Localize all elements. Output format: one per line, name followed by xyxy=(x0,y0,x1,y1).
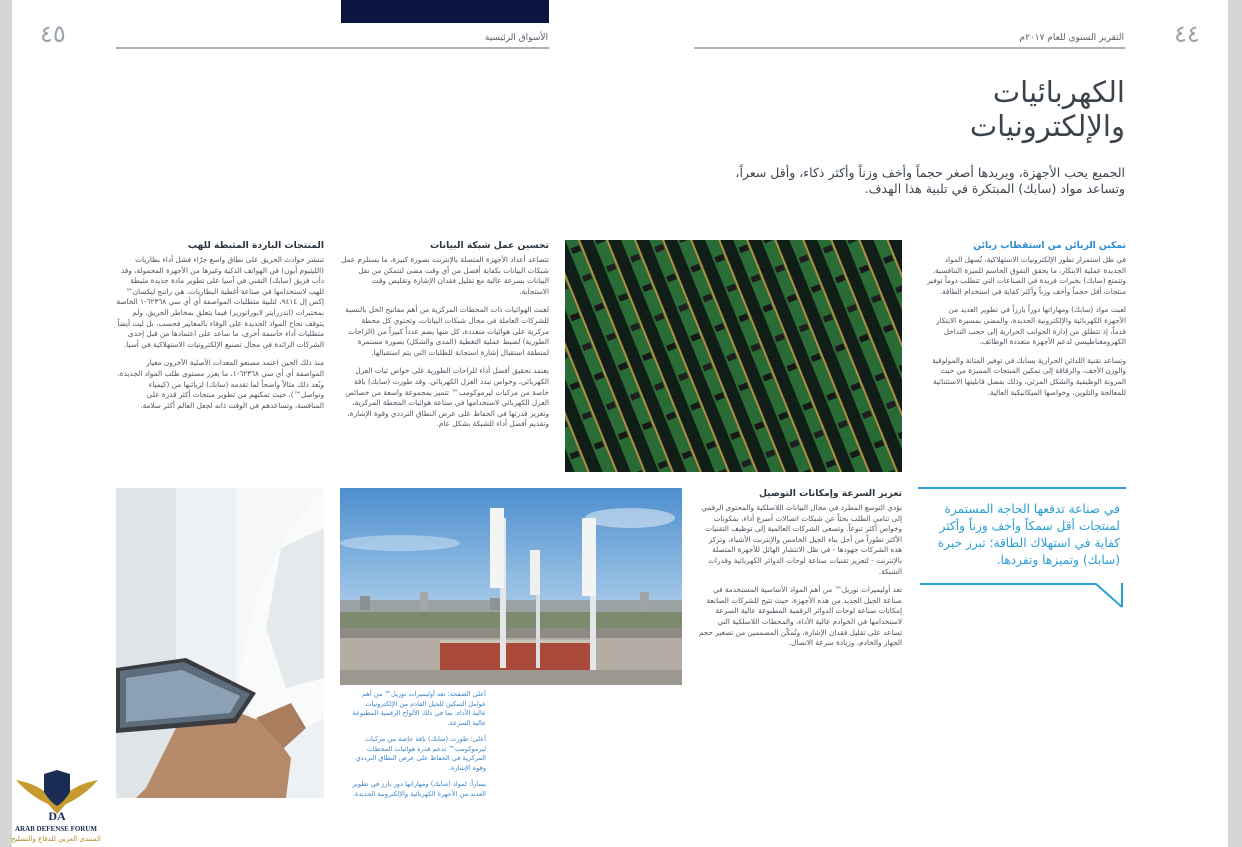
antenna-rooftop-photo xyxy=(340,488,682,685)
paragraph: تنتشر حوادث الحريق على نطاق واسع جرّاء فشل أداء بطاريات (الليثيوم أيون) في الهواتف الذكية وغيرها من الأجهزة المحمولة، وقد دأب فريق (سابك) التقني في آسيا على تطوير مادة جديدة مثبطة للهب لاستخدامها في صناعة أغطية البطاريات، هي راتنج ليكسان™ إكس إل ٩٤١٤، لتلبية متطلبات المواصفة أي أي سي ٦٢٣٦٨-١ الخاصة بمختبرات (اندررايتر لابوراتوريز) فيما يتعلق بمخاطر الحريق. ولم يتوقف نجاح المواد الجديدة على الوفاء بالمعايير فحسب، بل ليت أيضاً متطلبات أداء حاسمة أخرى، ما ساعد على اعتمادها من قبل إحدى الشركات الرائدة في مجال تصنيع الإلكترونيات الاستهلاكية في آسيا. xyxy=(116,255,324,349)
paragraph: يؤدي التوسع المطرد في مجال البيانات اللاسلكية والمحتوى الرقمي إلى تنامي الطلب بحثاً عن شبكات اتصالات أسرع أداء، بمكونات وخواص أكثر تنوعاً. وتسعى الشركات العالمية إلى توظيف التقنيات الأكثر تطوراً من أجل بناء الجيل الخامس والإنترنت الأشياء، وتركز هذه الشركات جهودها - في ظل الانتشار الهائل للأجهزة المتصلة بالإنترنت - لتعزيز تقنيات صناعة لوحات الدوائر الكهربائية وقدرات الشبكة. xyxy=(701,503,902,576)
left-section-label: الأسواق الرئيسية xyxy=(484,33,548,43)
logo-name-arabic: المنتدى العربي للدفاع والتسليح xyxy=(11,835,101,843)
paragraph: تتصاعد أعداد الأجهزة المتصلة بالإنترنت بصورة كبيرة، ما يستلزم عمل شبكات البيانات بكفاية أفضل من أي وقت مضى لتتمكن من نقل البيانات بسرعة عالية مع تقليل فقدان الإشارة وتقليص وقت الاستجابة. xyxy=(341,255,549,296)
logo-name-english: ARAB DEFENSE FORUM xyxy=(14,825,98,833)
circuit-boards-photo xyxy=(565,240,902,472)
paragraph: منذ ذلك الحين اعتمد مصنعو المعدات الأصلية الآخرون معيار المواصفة أي أي سي ٦٢٣٦٨-١، ما يعزز مستوى طلب المواد الجديدة، ويُعد ذلك مثالاً واضحاً لما تقدمه (سابك) لزبائنها من (كيمياء وتواصل™)، حيث تمكنهم من تطوير منتجات أكثر قدرة على المنافسة، وتساعدهم في الوقت ذاته لجعل العالم أكثر سلامة. xyxy=(117,358,324,410)
pull-quote xyxy=(918,487,1126,609)
caption: يساراً: لمواد (سابك) ومهاراتها دور بارز في تطوير العديد من الأجهزة الكهربائية والإلكترونية الجديدة. xyxy=(352,780,486,798)
paragraph: وتساعد تقنية اللدائن الحرارية بسابك في توفير المتانة والمولوقية والوزن الأخف، والرقاقة إلى تمكين المنتجات المميزة من حيث المرونة الوظيفية والشكل المرئي، وذلك بفضل قابليتها الاستثنائية للمعالجة والتلوين، وخواصها الميكانيكية العالية. xyxy=(932,355,1126,397)
section-empower xyxy=(926,240,1126,406)
lead-paragraph: الجميع يحب الأجهزة، ويريدها أصغر حجماً وأخف وزناً وأكثر ذكاء، وأقل سعراً، وتساعد مواد (سابك) المبتكرة في تلبية هذا الهدف. xyxy=(735,165,1125,196)
section-heading: تمكين الزبائن من استقطاب زبائن xyxy=(973,240,1126,251)
arab-defense-forum-watermark xyxy=(0,770,112,847)
title-line-2: والإلكترونيات xyxy=(969,109,1125,143)
quote-top-rule xyxy=(918,487,1126,489)
right-section-label: التقرير السنوي للعام ٢٠١٧م xyxy=(1019,33,1124,43)
paragraph: في ظل استمرار تطور الإلكترونيات الاستهلاكية، تُسهل المواد الجديدة عملية الابتكار، ما يحقق التفوق الحاسم للميزة التنافسية. وتتمتع (سابك) بخبرات فريدة في الصناعات التي تتطلب دوماً توفير منتجات أقل حجماً وأخف وزناً وأكثر كفاية في استخدام الطاقة. xyxy=(927,255,1126,296)
section-heading: تعزيز السرعة وإمكانات التوصيل xyxy=(758,488,902,499)
right-header-rule xyxy=(694,47,1125,49)
paragraph: يعتمد تحقيق أفضل أداء للزاحات الطورية على خواص ثبات العزل الكهربائي، وخواص تبدد العزل الكهربائي. وقد طورت (سابك) باقة خاصة من مركبات ليرموكومب™ تتميز بمجموعة واسعة من خصائص العزل الكهربائي لاستخدامها في صناعة هوائيات المحطة المركزية، وتعزيز قدرتها في الحفاظ على عرض النطاق الترددي وقوة الإشارة، وتقديم أفضل أداء للشبكة بشكل عام. xyxy=(345,366,549,429)
logo-abbr: DA xyxy=(48,809,66,823)
right-page-number: ٤٤ xyxy=(1174,20,1200,48)
tablet-hands-photo xyxy=(116,488,324,798)
top-color-band xyxy=(341,0,549,23)
section-heading: المنتجات الباردة المثبطة للهب xyxy=(187,240,324,251)
section-cold xyxy=(116,240,324,419)
paragraph: تعد أوليميرات نوريل™ من أهم المواد الأساسية المستخدمة في صناعة الجيل الجديد من هذه الأجهزة، حيث تتيح للشركات الصانعة إمكانات صناعة لوحات الدوائر الرقمية المطبوعة عالية السرعة لاستخدامها في الخوادم عالية الأداء، والمحطات اللاسلكية التي تساعد على تقليل فقدان الإشارة، وتُمكّن المصممين من تصغير حجم الجهاز والخادم، وزيادة سرعة الاتصال. xyxy=(698,585,902,648)
section-heading: تحسين عمل شبكة البيانات xyxy=(429,240,549,251)
left-header-rule xyxy=(116,47,549,49)
magazine-spread xyxy=(12,0,1228,847)
section-network xyxy=(340,240,549,438)
caption: أعلى: طورت (سابك) باقة خاصة من مركبات ليرموكومب™ تدعم قدرة هوائيات المحطات المركزية في الحفاظ على عرض النطاق الترددي وقوة الإشارة. xyxy=(355,735,486,772)
eagle-logo-icon xyxy=(14,770,100,824)
paragraph: لعبت مواد (سابك) ومهاراتها دوراً بارزاً في تطوير العديد من الأجهزة الكهربائية والإلكترونية الجديدة، والمضي بمسيرة الابتكار قدماً، إذ تتطلق من إدارة الجوانب الحرارية إلى حجب التداخل الكهرومغناطيسي لدعم الأجهزة متعددة الوظائف. xyxy=(935,305,1126,347)
caption: أعلى الصفحة: تعد أوليميرات نوريل™ من أهم عوامل التمكين للجيل القادم من الإلكترونيات عالية الأداء، بما في ذلك الألواح الرقمية المطبوعة عالية السرعة. xyxy=(352,690,486,727)
left-page-number: ٤٥ xyxy=(40,20,66,48)
page-title xyxy=(912,75,1125,143)
paragraph: لعبت الهوائيات ذات المحطات المركزية من أهم مفاتيح الحل بالنسبة للشركات العاملة في مجال شبكات البيانات، وتحتوي كل محطة مركزية على هوائيات متعددة، كل منها يضم عدداً كبيراً من (الزاحات الطورية) لضبط عملية التغطية (المدى والشكل) بصورة مستمرة لمنطقة استقبال إشارة استجابة للطلبات التي يتم استقبالها. xyxy=(345,305,549,357)
quote-corner-arrow-icon xyxy=(918,577,1126,609)
title-line-1: الكهربائيات xyxy=(992,75,1125,109)
section-speed xyxy=(698,488,902,657)
photo-captions xyxy=(352,690,486,806)
quote-text: في صناعة تدفعها الحاجة المستمرة لمنتجات أقل سمكاً وأخف وزناً وأكثر كفاية في استهلاك الطاقة؛ تبرز خبرة (سابك) وتميزها وتفردها. xyxy=(937,502,1120,567)
